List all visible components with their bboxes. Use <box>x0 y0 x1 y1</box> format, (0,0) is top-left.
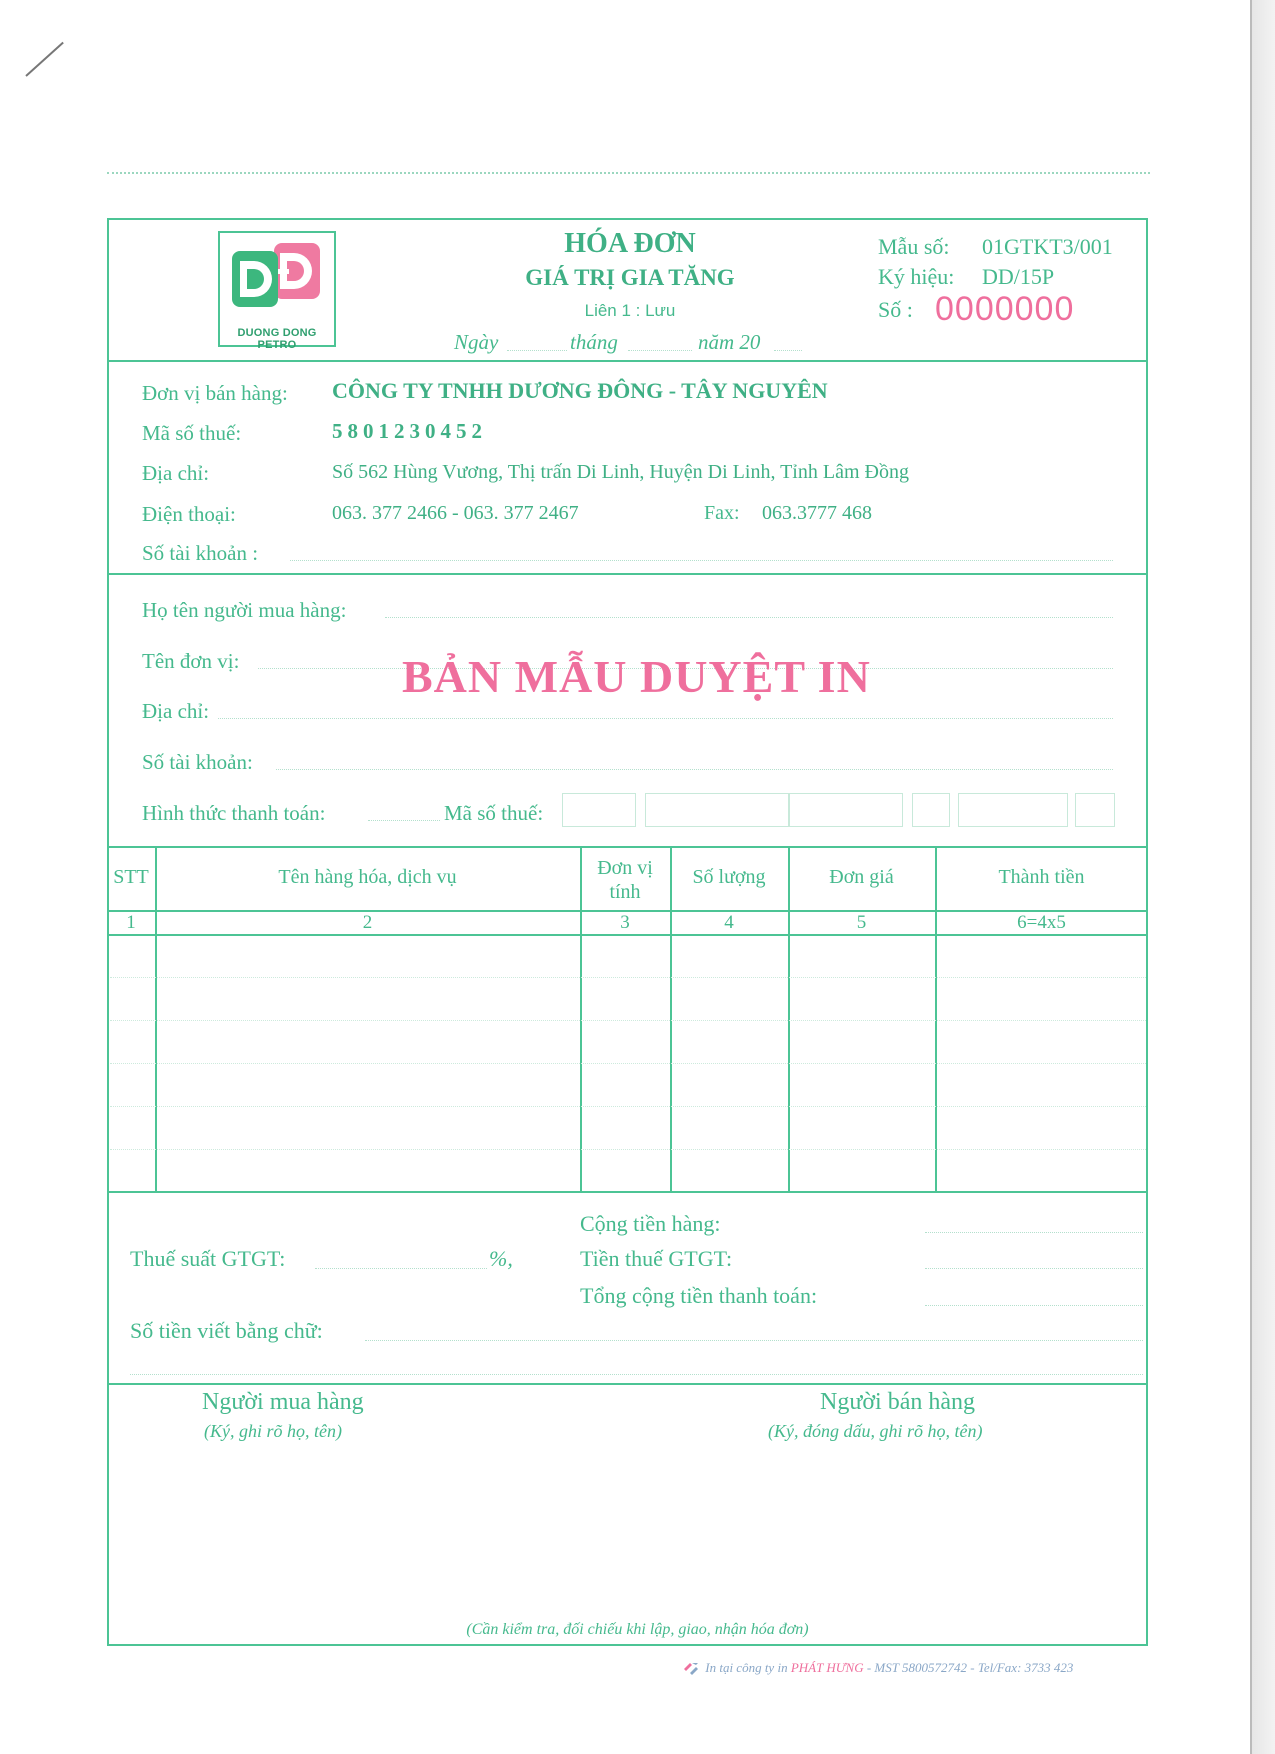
printer-suffix: - MST 5800572742 - Tel/Fax: 3733 423 <box>866 1660 1074 1675</box>
buyer-account-label: Số tài khoản: <box>142 750 253 774</box>
seller-phone-label: Điện thoại: <box>142 502 236 526</box>
logo-caption: DUONG DONG PETRO <box>237 327 317 351</box>
date-year-field[interactable] <box>774 350 802 351</box>
col-line-3 <box>670 846 672 1191</box>
seller-address-label: Địa chỉ: <box>142 461 210 485</box>
vat-amount-label: Tiền thuế GTGT: <box>580 1246 733 1271</box>
seller-fax-label: Fax: <box>704 502 740 524</box>
col-header-unit-line1: Đơn vị <box>597 857 653 879</box>
divider-table-end <box>107 1191 1148 1193</box>
grand-total-field[interactable] <box>925 1305 1143 1306</box>
amount-in-words-label: Số tiền viết bằng chữ: <box>130 1318 323 1343</box>
divider-table-numbers <box>107 934 1148 936</box>
seller-unit-value: CÔNG TY TNHH DƯƠNG ĐÔNG - TÂY NGUYÊN <box>332 378 828 403</box>
col-header-unit-line2: tính <box>609 881 641 903</box>
col-number-3: 3 <box>620 912 630 933</box>
company-logo <box>218 231 336 351</box>
seller-account-label: Số tài khoản : <box>142 541 259 565</box>
col-number-1: 1 <box>126 912 136 933</box>
form-number-value: 01GTKT3/001 <box>982 234 1113 259</box>
serial-label: Số : <box>878 297 913 322</box>
printer-prefix: In tại công ty in <box>705 1660 788 1675</box>
buyer-tax-label: Mã số thuế: <box>444 801 544 825</box>
seller-address-value: Số 562 Hùng Vương, Thị trấn Di Linh, Huyện Di Linh, Tỉnh Lâm Đồng <box>332 461 909 483</box>
printer-name: PHÁT HƯNG <box>790 1660 864 1675</box>
col-number-4: 4 <box>724 912 734 933</box>
symbol-value: DD/15P <box>982 264 1055 289</box>
grand-total-label: Tổng cộng tiền thanh toán: <box>580 1283 818 1308</box>
seller-fax-value: 063.3777 468 <box>762 502 872 524</box>
tax-digit-box[interactable] <box>958 793 1068 827</box>
table-row <box>110 1020 1146 1021</box>
divider-header <box>107 360 1148 362</box>
amount-in-words-field[interactable] <box>365 1340 1143 1341</box>
buyer-address-label: Địa chỉ: <box>142 699 210 723</box>
seller-signature-note: (Ký, đóng dấu, ghi rõ họ, tên) <box>768 1421 983 1441</box>
tax-digit-box[interactable] <box>562 793 636 827</box>
invoice-subtitle: GIÁ TRỊ GIA TĂNG <box>525 265 735 290</box>
seller-tax-label: Mã số thuế: <box>142 421 242 445</box>
tax-digit-box[interactable] <box>1075 793 1115 827</box>
perforation-line <box>107 172 1150 174</box>
serial-number: 0000000 <box>935 290 1075 328</box>
buyer-signature-note: (Ký, ghi rõ họ, tên) <box>204 1421 342 1441</box>
col-header-unit <box>580 856 670 904</box>
payment-method-field[interactable] <box>368 820 440 821</box>
tax-digit-box[interactable] <box>912 793 950 827</box>
pen-mark <box>25 42 63 77</box>
printer-credit <box>682 1660 1073 1677</box>
date-year-label: năm 20 <box>698 330 761 354</box>
vat-rate-label: Thuế suất GTGT: <box>130 1246 286 1271</box>
payment-method-label: Hình thức thanh toán: <box>142 801 326 825</box>
goods-total-field[interactable] <box>925 1232 1143 1233</box>
date-day-label: Ngày <box>454 330 499 354</box>
tax-digit-box[interactable] <box>789 793 903 827</box>
seller-account-field[interactable] <box>290 560 1113 561</box>
buyer-address-field[interactable] <box>218 718 1113 719</box>
approval-watermark: BẢN MẪU DUYỆT IN <box>402 651 871 702</box>
printer-logo-icon <box>682 1661 702 1677</box>
form-number-label: Mẫu số: <box>878 234 950 259</box>
seller-tax-value: 5801230452 <box>332 419 487 443</box>
invoice-title: HÓA ĐƠN <box>564 228 696 259</box>
col-header-quantity: Số lượng <box>692 866 766 888</box>
divider-seller <box>107 573 1148 575</box>
page-edge-shadow <box>1250 0 1275 1754</box>
buyer-account-field[interactable] <box>276 769 1113 770</box>
dd-logo-icon <box>220 233 334 325</box>
table-row <box>110 1063 1146 1064</box>
date-month-field[interactable] <box>628 350 692 351</box>
col-header-stt: STT <box>113 866 149 888</box>
col-header-price: Đơn giá <box>829 866 894 888</box>
col-header-item: Tên hàng hóa, dịch vụ <box>278 866 457 888</box>
date-day-field[interactable] <box>507 350 567 351</box>
buyer-name-field[interactable] <box>385 617 1113 618</box>
symbol-label: Ký hiệu: <box>878 264 955 289</box>
copy-label: Liên 1 : Lưu <box>584 301 676 320</box>
col-number-6: 6=4x5 <box>1017 912 1066 933</box>
table-row <box>110 1149 1146 1150</box>
col-line-1 <box>155 846 157 1191</box>
vat-rate-field[interactable] <box>315 1268 487 1269</box>
divider-totals <box>107 1383 1148 1385</box>
buyer-signature-title: Người mua hàng <box>202 1389 364 1415</box>
vat-amount-field[interactable] <box>925 1268 1143 1269</box>
goods-total-label: Cộng tiền hàng: <box>580 1211 721 1236</box>
amount-in-words-field-2[interactable] <box>130 1374 1143 1375</box>
seller-signature-title: Người bán hàng <box>820 1389 976 1415</box>
col-line-4 <box>788 846 790 1191</box>
table-row <box>110 977 1146 978</box>
col-number-2: 2 <box>362 912 373 933</box>
col-header-amount: Thành tiền <box>998 866 1085 888</box>
seller-phone-value: 063. 377 2466 - 063. 377 2467 <box>332 502 579 524</box>
footer-note: (Cần kiểm tra, đối chiếu khi lập, giao, nhận hóa đơn) <box>466 1621 809 1638</box>
buyer-unit-label: Tên đơn vị: <box>142 649 240 673</box>
buyer-name-label: Họ tên người mua hàng: <box>142 598 347 622</box>
table-row <box>110 1106 1146 1107</box>
tax-digit-box[interactable] <box>645 793 789 827</box>
date-month-label: tháng <box>570 330 618 354</box>
seller-unit-label: Đơn vị bán hàng: <box>142 381 288 405</box>
vat-rate-suffix: %, <box>489 1246 513 1271</box>
col-number-5: 5 <box>856 912 867 933</box>
divider-buyer <box>107 846 1148 848</box>
col-line-5 <box>935 846 937 1191</box>
